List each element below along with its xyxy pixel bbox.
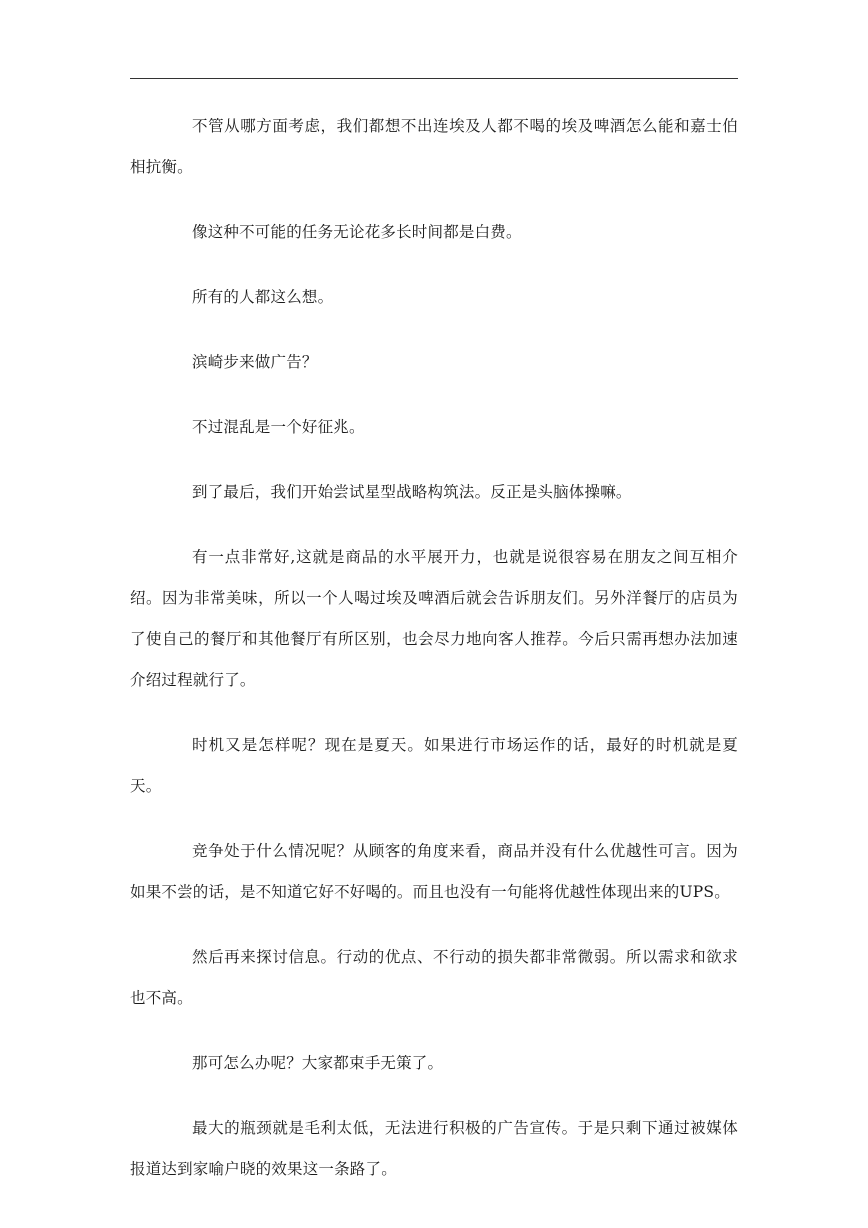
paragraph: 到了最后，我们开始尝试星型战略构筑法。反正是头脑体操嘛。 bbox=[192, 483, 632, 501]
paragraph: 有一点非常好,这就是商品的水平展开力，也就是说很容易在朋友之间互相介绍。因为非常美味，所以一个人喝过埃及啤酒后就会告诉朋友们。另外洋餐厅的店员为了使自己的餐厅和其他餐厅有所区别，也会尽力地向客人推荐。今后只需再想办法加速介绍过程就行了。 bbox=[130, 548, 738, 689]
document-body bbox=[130, 106, 738, 1214]
paragraph: 竞争处于什么情况呢？从顾客的角度来看，商品并没有什么优越性可言。因为如果不尝的话，是不知道它好不好喝的。而且也没有一句能将优越性体现出来的UPS。 bbox=[130, 842, 738, 901]
paragraph: 时机又是怎样呢？现在是夏天。如果进行市场运作的话，最好的时机就是夏天。 bbox=[130, 736, 738, 795]
paragraph: 然后再来探讨信息。行动的优点、不行动的损失都非常微弱。所以需求和欲求也不高。 bbox=[130, 948, 738, 1007]
paragraph: 最大的瓶颈就是毛利太低，无法进行积极的广告宣传。于是只剩下通过被媒体报道达到家喻户晓的效果这一条路了。 bbox=[130, 1119, 738, 1178]
paragraph: 滨崎步来做广告？ bbox=[192, 353, 318, 371]
paragraph: 那可怎么办呢？大家都束手无策了。 bbox=[192, 1054, 444, 1072]
header-rule bbox=[130, 78, 738, 79]
paragraph: 不过混乱是一个好征兆。 bbox=[192, 418, 365, 436]
paragraph: 不管从哪方面考虑，我们都想不出连埃及人都不喝的埃及啤酒怎么能和嘉士伯相抗衡。 bbox=[130, 117, 738, 176]
paragraph: 像这种不可能的任务无论花多长时间都是白费。 bbox=[192, 223, 522, 241]
paragraph: 所有的人都这么想。 bbox=[192, 288, 334, 306]
